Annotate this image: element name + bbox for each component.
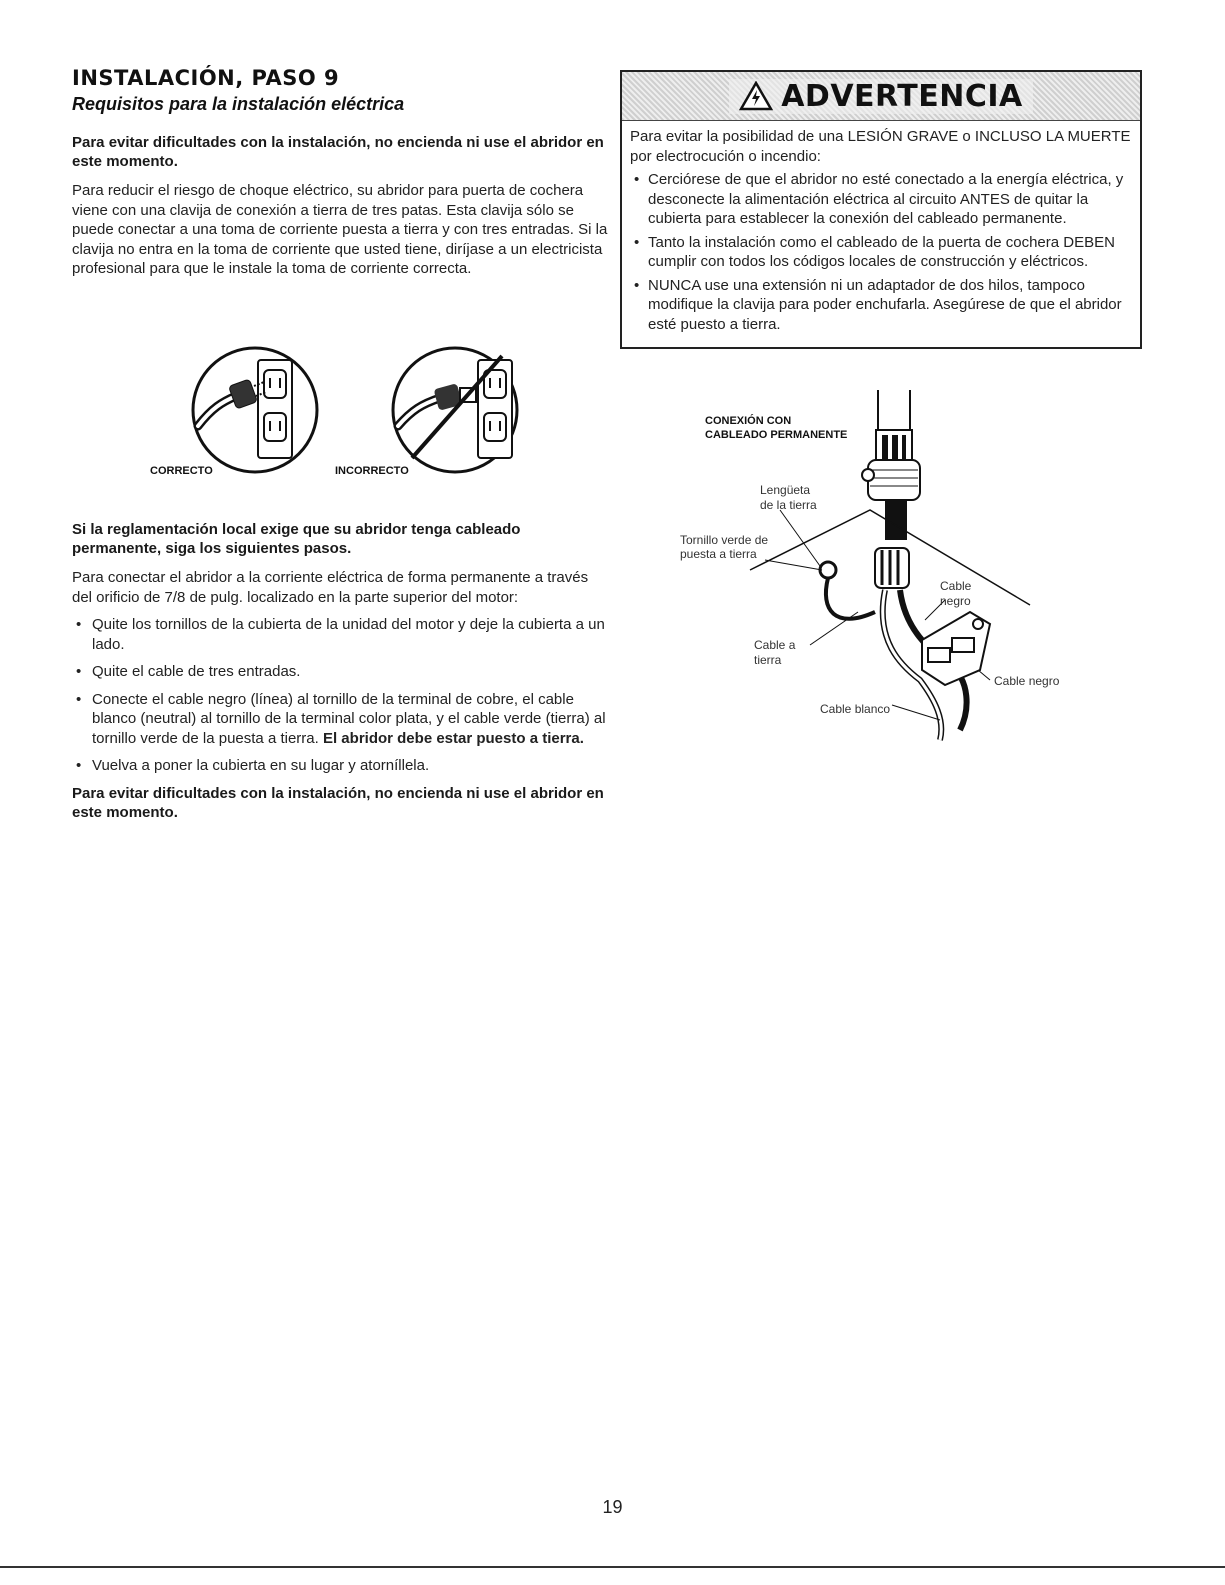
- list-item: • Cerciórese de que el abridor no esté conectado a la energía eléctrica, y desconecte la alimentación eléctrica al circuito ANTES de quitar la cubierta para establecer la conexión del cableado permanente.: [630, 170, 1132, 229]
- warning-intro: Para evitar la posibilidad de una LESIÓN GRAVE o INCLUSO LA MUERTE por electrocución o incendio:: [630, 128, 1131, 165]
- label-black-cable-2: negro: [940, 594, 971, 608]
- label-ground-cable-2: tierra: [754, 653, 782, 667]
- list-item: • Vuelva a poner la cubierta en su lugar y atorníllela.: [72, 756, 612, 776]
- intro-paragraph: Para reducir el riesgo de choque eléctrico, su abridor para puerta de cochera viene con una clavija de conexión a tierra de tres patas. Esta clavija sólo se puede conectar a una toma de corriente puesta a tierra y con tres entradas. Si la clavija no entra en la toma de corriente que usted tiene, diríjase a un electricista profesional para que le instale la toma de corriente correcta.: [72, 182, 608, 277]
- wiring-diagram: [660, 380, 1080, 750]
- warning-box: [620, 70, 1142, 349]
- wiring-title-line1: CONEXIÓN CON: [705, 415, 792, 427]
- page-title: INSTALACIÓN, PASO 9: [72, 66, 340, 90]
- list-item: [72, 690, 612, 749]
- conduit-icon: [862, 390, 920, 540]
- label-incorrect: INCORRECTO: [335, 465, 409, 477]
- terminal-block-icon: [922, 612, 990, 685]
- section-subtitle: Requisitos para la instalación eléctrica: [72, 94, 405, 114]
- step-text: Conecte el cable negro (línea) al tornillo de la terminal de cobre, el cable blanco (neutral) al tornillo de la terminal color plata, y el cable verde (tierra) al tornillo verde de la puesta a tierra.: [92, 690, 606, 747]
- ground-wire-icon: [826, 578, 875, 619]
- correct-outlet-icon: [193, 348, 317, 472]
- list-item: • NUNCA use una extensión ni un adaptador de dos hilos, tampoco modifique la clavija para poder enchufarla. Asegúrese de que el abridor esté puesto a tierra.: [630, 276, 1132, 335]
- warning-list: [630, 170, 1132, 334]
- hazard-triangle-icon: [739, 81, 773, 111]
- incorrect-outlet-icon: [393, 348, 517, 472]
- label-ground-cable-1: Cable a: [754, 638, 796, 652]
- label-black-cable-full: Cable negro: [994, 674, 1060, 688]
- label-correct: CORRECTO: [150, 465, 213, 477]
- outlet-figure: [150, 338, 520, 488]
- warning-title: ADVERTENCIA: [781, 78, 1023, 114]
- list-item: • Quite el cable de tres entradas.: [72, 662, 612, 682]
- intro-bold-notice: Para evitar dificultades con la instalación, no encienda ni use el abridor en este momento.: [72, 134, 604, 170]
- steps-list: [72, 615, 612, 776]
- list-item: • Tanto la instalación como el cableado de la puerta de cochera DEBEN cumplir con todos los códigos locales de construcción y eléctricos.: [630, 233, 1132, 272]
- label-black-cable-1: Cable: [940, 579, 972, 593]
- permanent-wiring-intro: Para conectar el abridor a la corriente eléctrica de forma permanente a través del orificio de 7/8 de pulg. localizado en la parte superior del motor:: [72, 569, 589, 606]
- closing-notice: Para evitar dificultades con la instalación, no encienda ni use el abridor en este momento.: [72, 784, 604, 821]
- list-item: • Quite los tornillos de la cubierta de la unidad del motor y deje la cubierta a un lado.: [72, 615, 612, 654]
- leader-lines: [765, 510, 990, 720]
- fitting-icon: [820, 548, 909, 588]
- step-bold-text: El abridor debe estar puesto a tierra.: [322, 729, 584, 747]
- wiring-title-line2: CABLEADO PERMANENTE: [705, 429, 848, 441]
- warning-header: [622, 72, 1140, 121]
- label-ground-tab-2: de la tierra: [760, 498, 817, 512]
- label-green-screw-2: puesta a tierra: [680, 547, 757, 561]
- label-green-screw-1: Tornillo verde de: [680, 533, 769, 547]
- label-ground-tab-1: Lengüeta: [760, 483, 811, 497]
- page-number: 19: [602, 1497, 623, 1517]
- bottom-rule: [0, 1566, 1225, 1568]
- permanent-wiring-heading: Si la reglamentación local exige que su abridor tenga cableado permanente, siga los siguientes pasos.: [72, 521, 521, 557]
- label-white-cable: Cable blanco: [820, 702, 891, 716]
